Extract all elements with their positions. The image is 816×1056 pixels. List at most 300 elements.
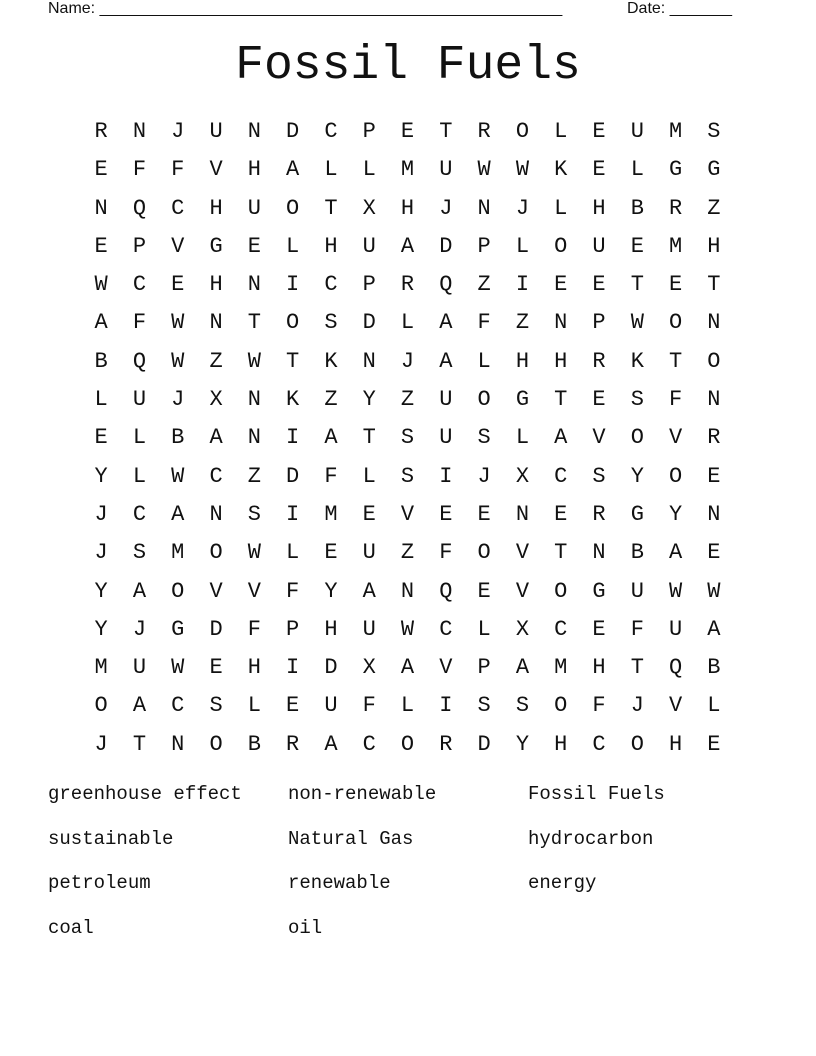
grid-letter: U: [439, 387, 453, 413]
grid-letter: D: [286, 119, 300, 144]
grid-letter: H: [324, 616, 338, 642]
grid-letter: A: [439, 310, 453, 336]
grid-letter: C: [554, 463, 568, 489]
grid-letter: E: [592, 387, 606, 413]
grid-letter: V: [400, 501, 415, 527]
grid-letter: O: [171, 578, 185, 604]
grid-letter: O: [94, 693, 108, 719]
grid-letter: D: [286, 463, 300, 489]
grid-letter: J: [171, 387, 185, 413]
grid-letter: Z: [515, 310, 530, 336]
grid-letter: F: [132, 310, 147, 336]
grid-letter: F: [132, 157, 147, 183]
grid-letter: O: [477, 387, 491, 413]
grid-letter: B: [630, 540, 644, 566]
grid-letter: L: [515, 233, 530, 259]
grid-letter: H: [247, 157, 261, 183]
grid-letter: U: [324, 693, 338, 719]
grid-letter: C: [171, 195, 185, 221]
grid-letter: L: [515, 425, 530, 451]
grid-letter: O: [630, 731, 644, 757]
grid-letter: S: [515, 693, 530, 719]
grid-letter: A: [209, 425, 223, 451]
grid-letter: T: [362, 425, 376, 451]
grid-row: [82, 304, 733, 342]
grid-letter: C: [324, 119, 338, 144]
grid-letter: J: [94, 501, 108, 527]
grid-letter: Q: [439, 272, 453, 298]
grid-letter: N: [707, 387, 721, 413]
grid-letter: N: [554, 310, 568, 336]
grid-letter: B: [630, 195, 644, 221]
grid-letter: J: [477, 463, 491, 489]
grid-letter: M: [400, 157, 415, 183]
grid-letter: J: [515, 195, 530, 221]
grid-letter: G: [515, 387, 530, 413]
grid-row: [82, 419, 733, 457]
grid-row: [82, 458, 733, 496]
grid-letter: F: [286, 578, 300, 604]
grid-letter: L: [630, 157, 644, 183]
grid-letter: E: [94, 233, 108, 259]
grid-letter: L: [400, 693, 415, 719]
grid-letter: G: [630, 501, 644, 527]
grid-letter: E: [324, 540, 338, 566]
grid-letter: E: [707, 731, 721, 757]
word-bank-item: Fossil Fuels: [528, 783, 665, 805]
grid-letter: L: [132, 425, 147, 451]
grid-letter: O: [286, 195, 300, 221]
page-title: Fossil Fuels: [235, 39, 581, 93]
grid-letter: G: [171, 616, 185, 642]
grid-letter: W: [707, 578, 721, 604]
grid-letter: H: [247, 655, 261, 681]
grid-letter: U: [362, 540, 376, 566]
word-bank-item: greenhouse effect: [48, 783, 242, 805]
grid-letter: H: [209, 195, 223, 221]
grid-letter: P: [362, 272, 376, 298]
grid-letter: N: [707, 501, 721, 527]
grid-letter: A: [707, 616, 721, 642]
grid-row: [82, 266, 733, 304]
grid-letter: M: [669, 119, 683, 144]
grid-letter: O: [630, 425, 644, 451]
name-field-line: Name: ____________________________________________________: [48, 0, 563, 17]
grid-letter: L: [286, 540, 300, 566]
grid-letter: O: [669, 463, 683, 489]
grid-letter: W: [477, 157, 491, 183]
grid-letter: X: [515, 463, 530, 489]
grid-letter: O: [707, 348, 721, 374]
grid-letter: L: [400, 310, 415, 336]
grid-letter: J: [171, 119, 185, 144]
grid-letter: H: [515, 348, 530, 374]
grid-letter: E: [477, 578, 491, 604]
grid-letter: S: [132, 540, 147, 566]
grid-row: [82, 228, 733, 266]
grid-letter: R: [286, 731, 300, 757]
grid-letter: P: [132, 233, 147, 259]
grid-letter: S: [477, 425, 491, 451]
grid-letter: W: [94, 272, 108, 298]
grid-letter: T: [324, 195, 338, 221]
grid-letter: M: [94, 655, 108, 681]
grid-letter: V: [209, 157, 223, 183]
grid-letter: N: [515, 501, 530, 527]
grid-letter: Z: [247, 463, 261, 489]
grid-letter: S: [400, 463, 415, 489]
grid-letter: A: [324, 731, 338, 757]
grid-letter: O: [669, 310, 683, 336]
grid-row: [82, 534, 733, 572]
grid-letter: Y: [669, 501, 683, 527]
grid-letter: Q: [132, 195, 147, 221]
grid-letter: A: [554, 425, 568, 451]
grid-letter: F: [171, 157, 185, 183]
grid-letter: E: [630, 233, 644, 259]
grid-letter: C: [439, 616, 453, 642]
grid-letter: T: [439, 119, 453, 144]
grid-letter: J: [400, 348, 415, 374]
grid-letter: T: [630, 655, 644, 681]
grid-letter: S: [707, 119, 721, 144]
grid-letter: E: [554, 501, 568, 527]
grid-letter: N: [209, 310, 223, 336]
grid-letter: V: [669, 693, 683, 719]
grid-letter: N: [132, 119, 147, 144]
grid-letter: T: [669, 348, 683, 374]
grid-row: [82, 611, 733, 649]
grid-letter: U: [630, 119, 644, 144]
grid-letter: E: [209, 655, 223, 681]
grid-letter: N: [247, 272, 261, 298]
grid-letter: W: [247, 540, 261, 566]
grid-letter: F: [669, 387, 683, 413]
grid-letter: C: [362, 731, 376, 757]
word-bank-item: coal: [48, 916, 94, 939]
grid-letter: X: [209, 387, 223, 413]
grid-row: [82, 573, 733, 611]
grid-letter: O: [400, 731, 415, 757]
grid-letter: O: [554, 233, 568, 259]
grid-letter: A: [132, 578, 147, 604]
grid-letter: K: [324, 348, 338, 374]
grid-letter: N: [362, 348, 376, 374]
grid-letter: S: [630, 387, 644, 413]
grid-letter: P: [477, 233, 491, 259]
grid-letter: W: [669, 578, 683, 604]
grid-letter: Y: [362, 387, 376, 413]
grid-letter: C: [324, 272, 338, 298]
grid-letter: Q: [439, 578, 453, 604]
grid-letter: Q: [132, 348, 147, 374]
grid-letter: V: [592, 425, 606, 451]
word-bank-item: hydrocarbon: [528, 827, 654, 850]
grid-row: [82, 343, 733, 381]
word-bank-item: energy: [528, 872, 597, 895]
date-field-line: Date: _______: [627, 0, 732, 17]
grid-letter: K: [286, 387, 300, 413]
grid-letter: H: [554, 348, 568, 374]
grid-letter: U: [132, 387, 147, 413]
grid-letter: J: [94, 540, 108, 566]
grid-letter: E: [286, 693, 300, 719]
grid-letter: V: [439, 655, 453, 681]
grid-letter: E: [592, 616, 606, 642]
grid-letter: R: [400, 272, 415, 298]
grid-letter: W: [171, 463, 185, 489]
grid-letter: Y: [630, 463, 644, 489]
grid-letter: O: [286, 310, 300, 336]
grid-letter: D: [362, 310, 376, 336]
grid-letter: I: [439, 463, 453, 489]
word-bank-item: oil: [288, 916, 323, 939]
grid-letter: E: [171, 272, 185, 298]
grid-letter: H: [554, 731, 568, 757]
grid-letter: A: [94, 310, 108, 336]
word-bank: [48, 781, 768, 959]
grid-letter: U: [669, 616, 683, 642]
grid-letter: G: [707, 157, 721, 183]
grid-letter: A: [669, 540, 683, 566]
grid-letter: R: [707, 425, 721, 451]
grid-letter: I: [515, 272, 530, 298]
grid-letter: O: [209, 731, 223, 757]
grid-letter: F: [439, 540, 453, 566]
grid-letter: R: [592, 501, 606, 527]
grid-letter: V: [515, 578, 530, 604]
grid-letter: C: [171, 693, 185, 719]
grid-letter: T: [630, 272, 644, 298]
grid-letter: N: [94, 195, 108, 221]
grid-letter: L: [94, 387, 108, 413]
grid-letter: F: [592, 693, 606, 719]
grid-letter: W: [171, 348, 185, 374]
grid-letter: T: [132, 731, 147, 757]
grid-letter: H: [669, 731, 683, 757]
grid-letter: G: [669, 157, 683, 183]
grid-letter: V: [247, 578, 261, 604]
grid-letter: E: [554, 272, 568, 298]
grid-letter: E: [707, 463, 721, 489]
grid-letter: E: [94, 425, 108, 451]
grid-letter: A: [324, 425, 338, 451]
grid-letter: Y: [94, 578, 108, 604]
grid-letter: A: [439, 348, 453, 374]
grid-letter: A: [132, 693, 147, 719]
grid-letter: S: [209, 693, 223, 719]
grid-letter: Z: [707, 195, 721, 221]
grid-letter: Y: [94, 616, 108, 642]
grid-row: [82, 190, 733, 228]
grid-letter: S: [324, 310, 338, 336]
grid-letter: C: [209, 463, 223, 489]
grid-letter: C: [132, 501, 147, 527]
grid-letter: B: [707, 655, 721, 681]
grid-letter: T: [286, 348, 300, 374]
grid-letter: D: [209, 616, 223, 642]
grid-letter: K: [554, 157, 568, 183]
grid-letter: B: [94, 348, 108, 374]
grid-letter: V: [209, 578, 223, 604]
grid-letter: V: [669, 425, 683, 451]
grid-letter: L: [286, 233, 300, 259]
grid-letter: L: [477, 348, 491, 374]
grid-letter: U: [592, 233, 606, 259]
grid-letter: M: [554, 655, 568, 681]
grid-letter: E: [592, 119, 606, 144]
grid-letter: U: [362, 233, 376, 259]
grid-letter: N: [707, 310, 721, 336]
grid-row: [82, 726, 733, 764]
grid-letter: C: [592, 731, 606, 757]
grid-letter: J: [439, 195, 453, 221]
grid-letter: W: [247, 348, 261, 374]
grid-letter: A: [362, 578, 376, 604]
grid-letter: E: [592, 157, 606, 183]
grid-letter: H: [592, 195, 606, 221]
grid-letter: Z: [400, 540, 415, 566]
grid-letter: M: [171, 540, 185, 566]
grid-letter: P: [592, 310, 606, 336]
grid-letter: X: [362, 195, 376, 221]
grid-letter: U: [439, 425, 453, 451]
grid-letter: E: [362, 501, 376, 527]
grid-letter: V: [171, 233, 185, 259]
grid-letter: D: [324, 655, 338, 681]
grid-letter: Y: [94, 463, 108, 489]
grid-letter: T: [554, 540, 568, 566]
grid-letter: I: [439, 693, 453, 719]
grid-letter: W: [515, 157, 530, 183]
grid-letter: E: [94, 157, 108, 183]
grid-letter: W: [400, 616, 415, 642]
grid-letter: E: [669, 272, 683, 298]
grid-letter: H: [707, 233, 721, 259]
grid-letter: O: [477, 540, 491, 566]
grid-letter: S: [592, 463, 606, 489]
grid-letter: Y: [515, 731, 530, 757]
grid-letter: O: [515, 119, 530, 144]
grid-letter: U: [439, 157, 453, 183]
grid-letter: O: [554, 693, 568, 719]
grid-letter: D: [439, 233, 453, 259]
grid-letter: T: [247, 310, 261, 336]
grid-row: [82, 381, 733, 419]
grid-letter: W: [171, 310, 185, 336]
grid-letter: R: [669, 195, 683, 221]
grid-letter: L: [362, 157, 376, 183]
grid-letter: A: [400, 655, 415, 681]
grid-letter: G: [592, 578, 606, 604]
grid-letter: U: [630, 578, 644, 604]
grid-letter: O: [209, 540, 223, 566]
grid-letter: S: [247, 501, 261, 527]
grid-letter: U: [209, 119, 223, 144]
grid-row: [82, 113, 733, 151]
grid-row: [82, 687, 733, 725]
grid-letter: I: [286, 272, 300, 298]
grid-letter: B: [247, 731, 261, 757]
grid-letter: W: [630, 310, 644, 336]
grid-letter: L: [247, 693, 261, 719]
grid-letter: X: [362, 655, 376, 681]
grid-letter: I: [286, 425, 300, 451]
grid-letter: M: [669, 233, 683, 259]
word-bank-item: non-renewable: [288, 783, 437, 805]
grid-letter: L: [554, 119, 568, 144]
grid-letter: P: [477, 655, 491, 681]
grid-letter: L: [324, 157, 338, 183]
grid-letter: E: [477, 501, 491, 527]
grid-letter: F: [630, 616, 644, 642]
grid-letter: J: [94, 731, 108, 757]
grid-letter: C: [554, 616, 568, 642]
grid-letter: I: [286, 501, 300, 527]
grid-letter: M: [324, 501, 338, 527]
grid-letter: U: [247, 195, 261, 221]
grid-letter: U: [132, 655, 147, 681]
grid-letter: S: [400, 425, 415, 451]
grid-letter: Q: [669, 655, 683, 681]
grid-letter: Z: [400, 387, 415, 413]
grid-row: [82, 649, 733, 687]
grid-letter: K: [630, 348, 644, 374]
grid-letter: H: [400, 195, 415, 221]
grid-letter: F: [362, 693, 376, 719]
grid-letter: V: [515, 540, 530, 566]
grid-letter: R: [477, 119, 491, 144]
grid-letter: N: [209, 501, 223, 527]
grid-letter: L: [132, 463, 147, 489]
grid-letter: H: [209, 272, 223, 298]
grid-letter: C: [132, 272, 147, 298]
word-search-grid: [82, 113, 733, 764]
grid-letter: U: [362, 616, 376, 642]
grid-letter: Z: [324, 387, 338, 413]
grid-letter: R: [592, 348, 606, 374]
grid-letter: P: [286, 616, 300, 642]
grid-letter: F: [324, 463, 338, 489]
grid-letter: F: [247, 616, 261, 642]
grid-letter: E: [439, 501, 453, 527]
grid-letter: N: [477, 195, 491, 221]
grid-letter: A: [400, 233, 415, 259]
grid-letter: I: [286, 655, 300, 681]
grid-letter: S: [477, 693, 491, 719]
grid-letter: R: [94, 119, 108, 144]
word-bank-item: petroleum: [48, 872, 151, 895]
grid-letter: L: [362, 463, 376, 489]
grid-letter: D: [477, 731, 491, 757]
grid-letter: T: [554, 387, 568, 413]
grid-letter: X: [515, 616, 530, 642]
grid-letter: E: [592, 272, 606, 298]
grid-letter: N: [400, 578, 415, 604]
grid-letter: R: [439, 731, 453, 757]
grid-row: [82, 496, 733, 534]
grid-letter: A: [171, 501, 185, 527]
grid-letter: N: [171, 731, 185, 757]
grid-letter: T: [707, 272, 721, 298]
grid-letter: Z: [477, 272, 491, 298]
grid-letter: Z: [209, 348, 223, 374]
grid-letter: J: [132, 616, 147, 642]
word-bank-item: Natural Gas: [288, 827, 414, 850]
grid-letter: L: [707, 693, 721, 719]
grid-letter: E: [247, 233, 261, 259]
grid-letter: N: [247, 387, 261, 413]
